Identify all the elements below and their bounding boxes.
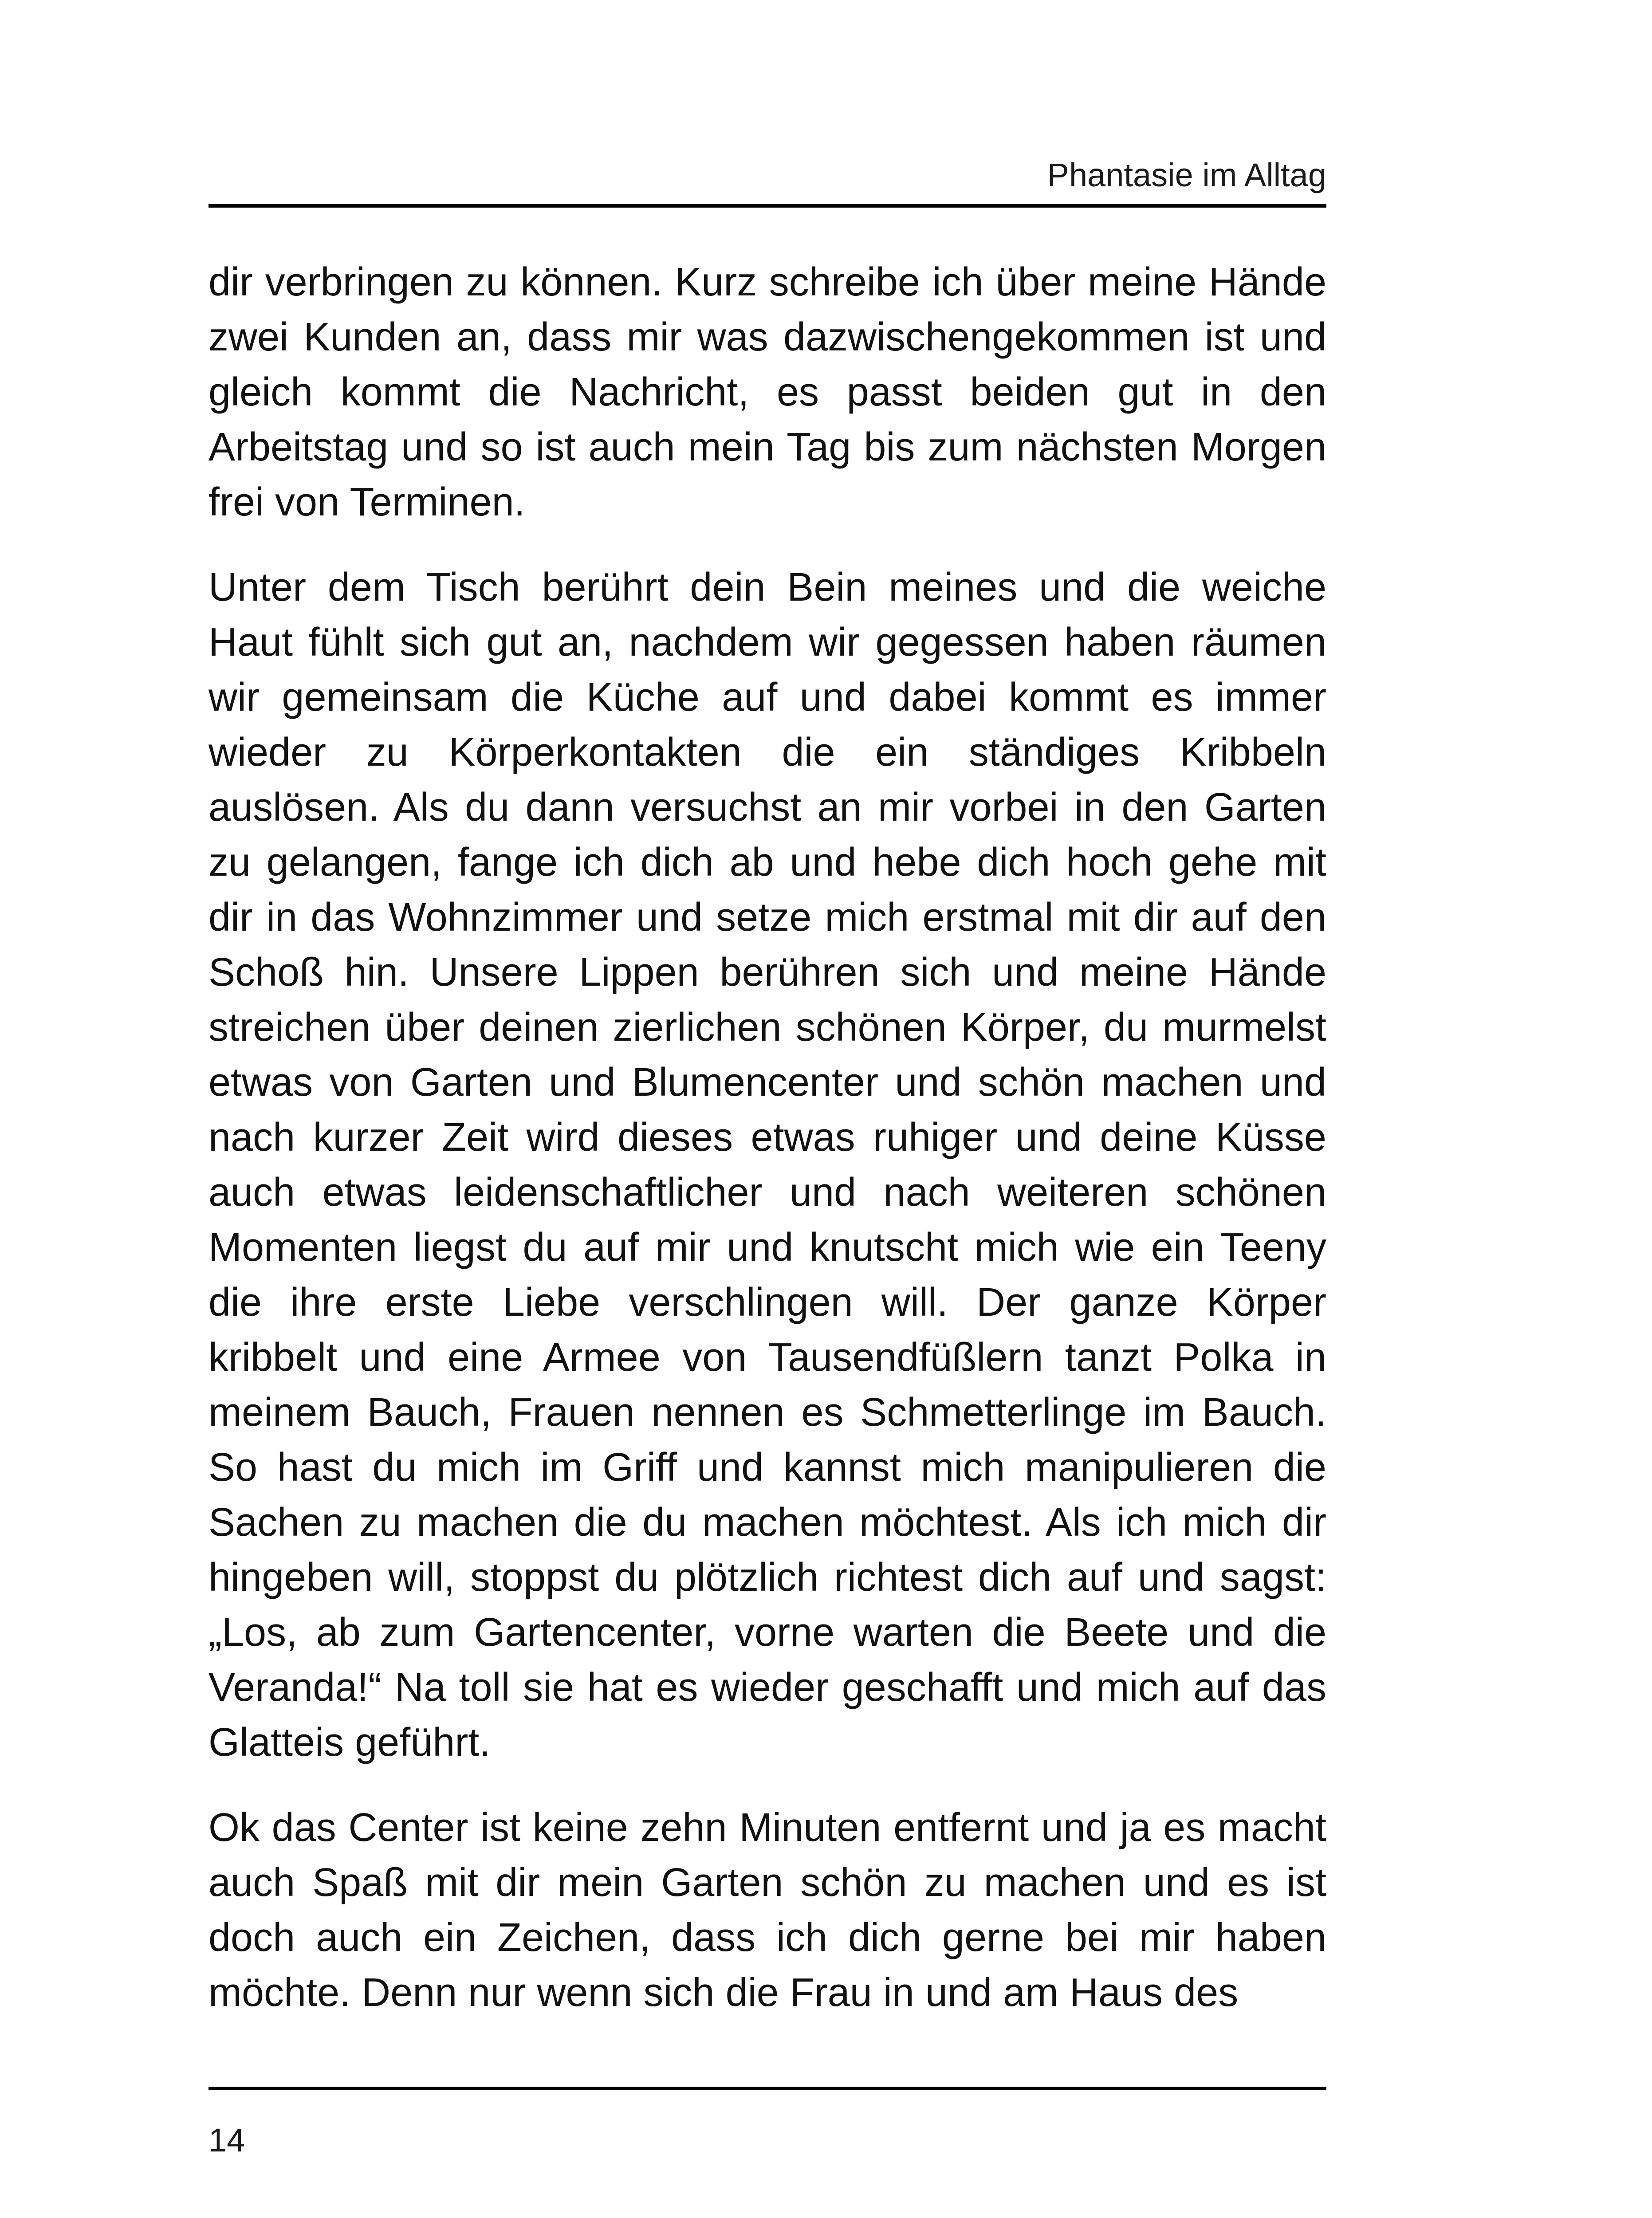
footer-rule [208, 2087, 1326, 2090]
body-text [208, 255, 1326, 2050]
paragraph: Unter dem Tisch berührt dein Bein meines und die weiche Haut fühlt sich gut an, nachdem wir gegessen haben räumen wir gemeinsam die Küche auf und dabei kommt es immer wieder zu Körperkontakten die ein ständiges Kribbeln auslösen. Als du dann versuchst an mir vorbei in den Garten zu gelangen, fange ich dich ab und hebe dich hoch gehe mit dir in das Wohnzimmer und setze mich erstmal mit dir auf den Schoß hin. Unsere Lippen berühren sich und meine Hände streichen über deinen zierlichen schönen Körper, du murmelst etwas von Garten und Blumencenter und schön machen und nach kurzer Zeit wird dieses etwas ruhiger und deine Küsse auch etwas leidenschaftlicher und nach weiteren schönen Momenten liegst du auf mir und knutscht mich wie ein Teeny die ihre erste Liebe verschlingen will. Der ganze Körper kribbelt und eine Armee von Tausendfüßlern tanzt Polka in meinem Bauch, Frauen nennen es Schmetterlinge im Bauch. So hast du mich im Griff und kannst mich manipulieren die Sachen zu machen die du machen möchtest. Als ich mich dir hingeben will, stoppst du plötzlich richtest dich auf und sagst: „Los, ab zum Gartencenter, vorne warten die Beete und die Veranda!“ Na toll sie hat es wieder geschafft und mich auf das Glatteis geführt. [208, 565, 1326, 1765]
header-rule [208, 204, 1326, 208]
paragraph: Ok das Center ist keine zehn Minuten entfernt und ja es macht auch Spaß mit dir mein Garten schön zu machen und es ist doch auch ein Zeichen, dass ich dich gerne bei mir haben möchte. Denn nur wenn sich die Frau in und am Haus des [208, 1805, 1326, 2015]
running-header: Phantasie im Alltag [1047, 157, 1326, 193]
page-number: 14 [208, 2122, 245, 2159]
paragraph: dir verbringen zu können. Kurz schreibe ich über meine Hände zwei Kunden an, dass mir was dazwischengekommen ist und gleich kommt die Nachricht, es passt beiden gut in den Arbeitstag und so ist auch mein Tag bis zum nächsten Morgen frei von Terminen. [208, 260, 1326, 524]
